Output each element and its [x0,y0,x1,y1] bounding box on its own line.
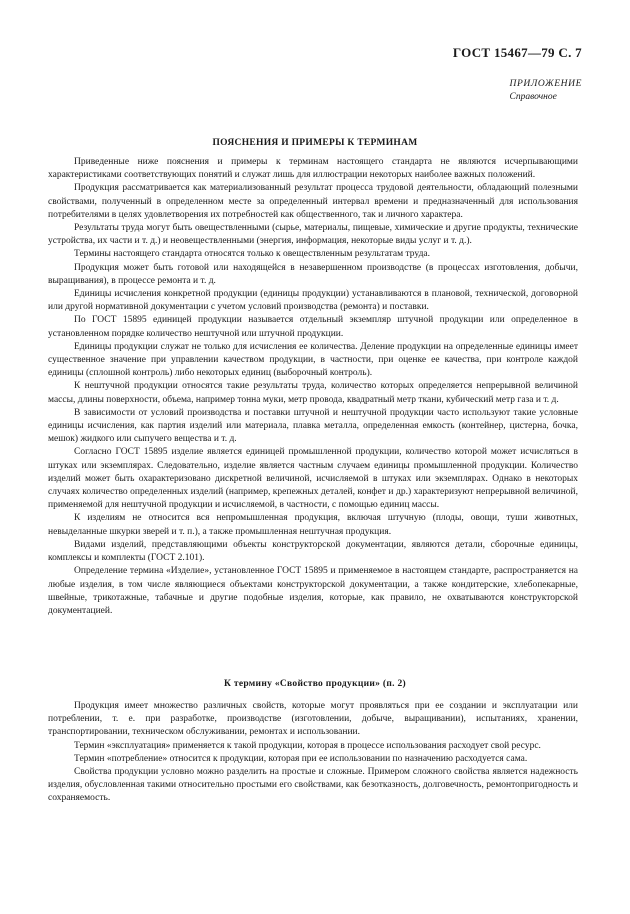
paragraph: Определение термина «Изделие», установленное ГОСТ 15895 и применяемое в настоящем стандарте, распространяется на любые изделия, в том числе являющиеся объектами конструкторской документации, а также кондитерские, хлебопекарные, швейные, трикотажные, табачные и другие подобные изделия, которые, как правило, не охватываются конструкторской документацией. [48,566,578,616]
paragraph: К нештучной продукции относятся такие результаты труда, количество которых определяется непрерывной величиной массы, длины поверхности, объема, например тонна муки, метр провода, квадратный метр ткани, кубический метр газа и т. д. [48,381,578,405]
paragraph: По ГОСТ 15895 единицей продукции называется отдельный экземпляр штучной продукции или определенное в установленном порядке количество нештучной или штучной продукции. [48,315,578,339]
paragraph: К изделиям не относится вся непромышленная продукция, включая штучную (плоды, овощи, туши животных, невыделанные шкурки зверей и т. п.), а также промышленная нештучная продукция. [48,513,578,537]
paragraph: В зависимости от условий производства и поставки штучной и нештучной продукции часто используют такие условные единицы исчисления, как партия изделий или материала, плавка металла, определенная емкость (контейнер, цистерна, бочка, мешок) жидкого или сыпучего вещества и т. д. [48,407,578,445]
section-body-explanations [48,156,578,618]
page-header-standard: ГОСТ 15467—79 С. 7 [452,45,582,60]
section-title-explanations: ПОЯСНЕНИЯ И ПРИМЕРЫ К ТЕРМИНАМ [212,138,418,148]
appendix-type: Справочное [509,92,557,102]
paragraph: Приведенные ниже пояснения и примеры к терминам настоящего стандарта не являются исчерпывающими характеристиками соответствующих понятий и служат лишь для иллюстрации некоторых наиболее важных положений. [48,157,578,181]
paragraph: Продукция может быть готовой или находящейся в незавершенном производстве (в процессах изготовления, добычи, выращивания), в процессе ремонта и т. д. [48,262,578,286]
paragraph: Термины настоящего стандарта относятся только к овеществленным результатам труда. [74,249,430,260]
appendix-label: ПРИЛОЖЕНИЕ [509,79,582,89]
paragraph: Единицы продукции служат не только для исчисления ее количества. Деление продукции на определенные единицы имеет существенное значение при управлении качеством продукции, в частности, при оценке ее качества, при контроле каждой единицы (сплошной контроль) либо некоторых единиц (выборочный контроль). [48,341,578,379]
paragraph: Видами изделий, представляющими объекты конструкторской документации, являются детали, сборочные единицы, комплексы и комплекты (ГОСТ 2.101). [48,539,578,564]
paragraph: Согласно ГОСТ 15895 изделие является единицей промышленной продукции, количество которой может исчисляться в штуках или экземплярах. Следовательно, изделие является частным случаем единицы промышленной продукции. Количество изделий может быть охарактеризовано дискретной величиной, исчисляемой в штуках или экземплярах. Однако в некоторых случаях количество определенных изделий (например, крепежных деталей, конфет и др.) характеризуют непрерывной величиной, применяемой для нештучной продукции и исчисляемой, в частности, с помощью единиц массы. [48,447,578,511]
paragraph: Свойства продукции условно можно разделить на простые и сложные. Примером сложного свойства является надежность изделия, обусловленная такими относительно простыми его свойствами, как безотказность, долговечность, ремонтопригодность и сохраняемость. [48,767,578,804]
paragraph: Термин «потребление» относится к продукции, которая при ее использовании по назначению расходуется сама. [74,753,528,764]
paragraph: Продукция рассматривается как материализованный результат процесса трудовой деятельности, обладающий полезными свойствами, полученный в определенном месте за определенный интервал времени и предназначенный для использования потребителями в целях удовлетворения их потребностей как общественного, так и личного характера. [48,183,578,220]
paragraph: Единицы исчисления конкретной продукции (единицы продукции) устанавливаются в плановой, технической, договорной или другой нормативной документации с учетом условий производства (ремонта) и поставки. [48,289,578,313]
section-title-product-property: К термину «Свойство продукции» (п. 2) [223,679,406,689]
section-body-product-property [48,700,578,806]
appendix-label-block [510,78,583,104]
paragraph: Результаты труда могут быть овеществленными (сырье, материалы, пищевые, химические и другие продукты, технические устройства, их части и т. д.) и неовеществленными (энергия, информация, некоторые виды услуг и т. д.). [48,223,578,247]
paragraph: Продукция имеет множество различных свойств, которые могут проявляться при ее создании и эксплуатации или потреблении, т. е. при разработке, производстве (изготовлении, добыче, выращивании), испытаниях, хранении, транспортировании, техническом обслуживании, ремонтах и использовании. [48,701,578,738]
paragraph: Термин «эксплуатация» применяется к такой продукции, которая в процессе использования расходует свой ресурс. [74,740,541,751]
